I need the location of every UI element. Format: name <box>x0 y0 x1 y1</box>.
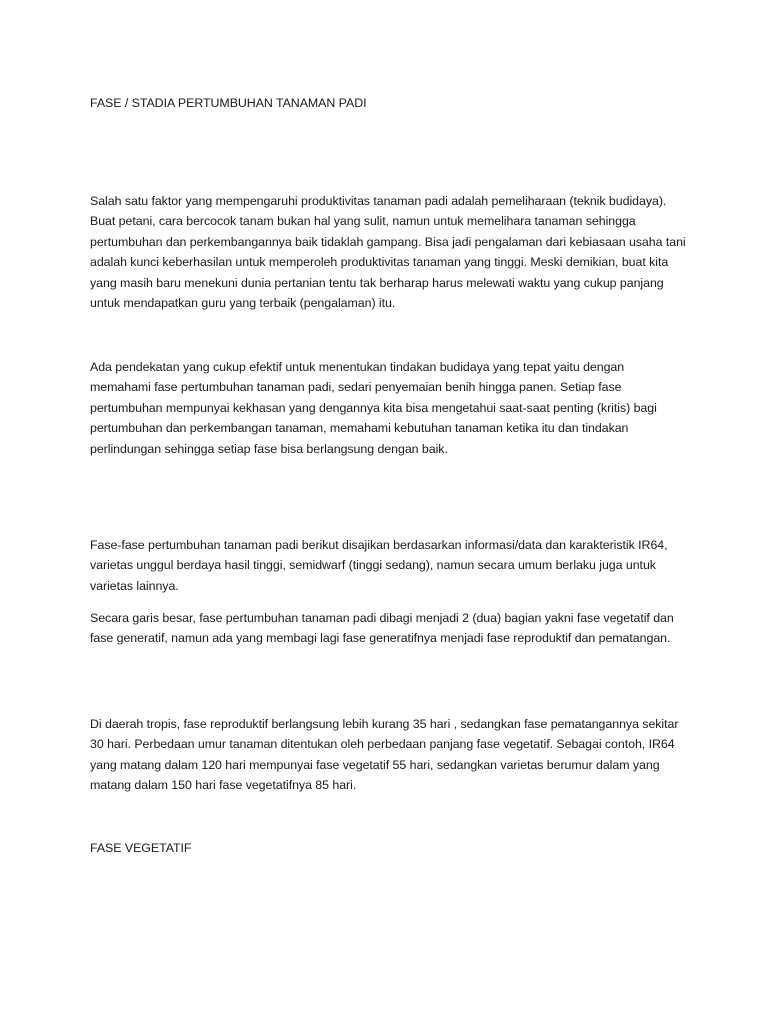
document-title: FASE / STADIA PERTUMBUHAN TANAMAN PADI <box>90 96 367 110</box>
paragraph-ir64-basis: Fase-fase pertumbuhan tanaman padi berikut disajikan berdasarkan informasi/data dan karakteristik IR64, varietas unggul berdaya hasil tinggi, semidwarf (tinggi sedang), namun secara umum berlaku juga untuk varietas lainnya. <box>90 538 668 593</box>
paragraph-approach: Ada pendekatan yang cukup efektif untuk menentukan tindakan budidaya yang tepat yaitu dengan memahami fase pertumbuhan tanaman padi, sedari penyemaian benih hingga panen. Setiap fase pertumbuhan mempunyai kekhasan yang dengannya kita bisa mengetahui saat-saat penting (kritis) bagi pertumbuhan dan perkembangan tanaman, memahami kebutuhan tanaman ketika itu dan tindakan perlindungan sehingga setiap fase bisa berlangsung dengan baik. <box>90 360 657 456</box>
section-heading-vegetative: FASE VEGETATIF <box>90 841 192 855</box>
paragraph-phase-division: Secara garis besar, fase pertumbuhan tanaman padi dibagi menjadi 2 (dua) bagian yakni fase vegetatif dan fase generatif, namun ada yang membagi lagi fase generatifnya menjadi fase reproduktif dan pematangan. <box>90 611 674 646</box>
paragraph-tropical-duration: Di daerah tropis, fase reproduktif berlangsung lebih kurang 35 hari , sedangkan fase pematangannya sekitar 30 hari. Perbedaan umur tanaman ditentukan oleh perbedaan panjang fase vegetatif. Sebagai contoh, IR64 yang matang dalam 120 hari mempunyai fase vegetatif 55 hari, sedangkan varietas berumur dalam yang matang dalam 150 hari fase vegetatifnya 85 hari. <box>90 717 679 793</box>
paragraph-intro: Salah satu faktor yang mempengaruhi produktivitas tanaman padi adalah pemeliharaan (teknik budidaya). Buat petani, cara bercocok tanam bukan hal yang sulit, namun untuk memelihara tanaman sehingga pertumbuhan dan perkembangannya baik tidaklah gampang. Bisa jadi pengalaman dari kebiasaan usaha tani adalah kunci keberhasilan untuk memperoleh produktivitas tanaman yang tinggi. Meski demikian, buat kita yang masih baru menekuni dunia pertanian tentu tak berharap harus melewati waktu yang cukup panjang untuk mendapatkan guru yang terbaik (pengalaman) itu. <box>90 194 686 311</box>
